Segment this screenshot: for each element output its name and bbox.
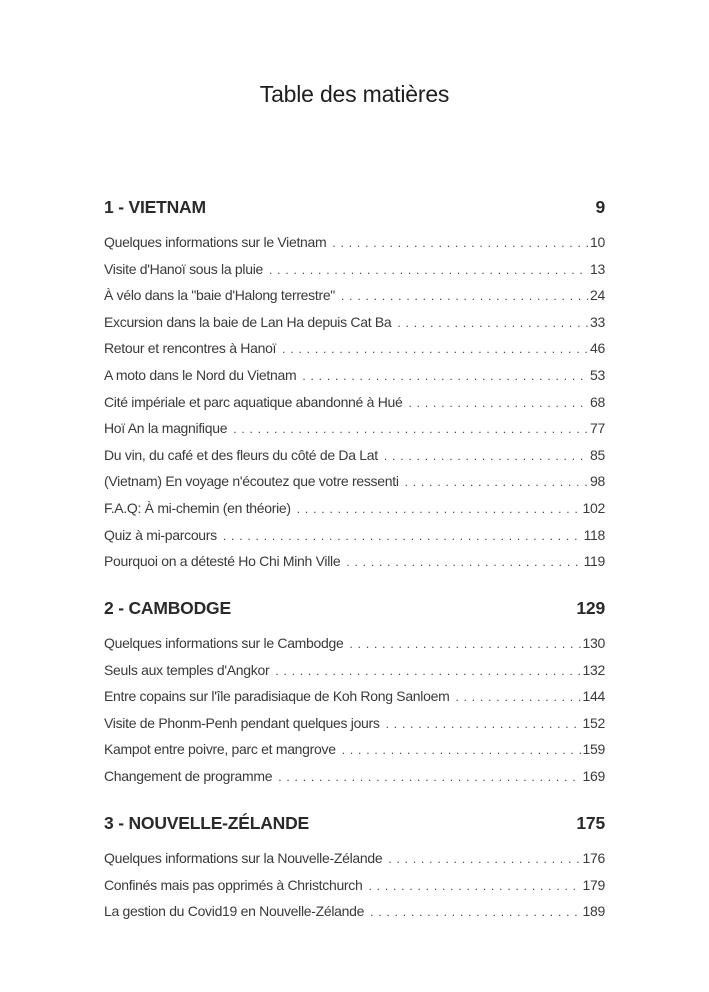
- dot-leader: [368, 873, 580, 899]
- toc-entry[interactable]: [104, 389, 605, 416]
- toc-entry-page: 179: [582, 876, 605, 893]
- toc-entry-title: Seuls aux temples d'Angkor: [104, 661, 270, 678]
- page-title: Table des matières: [259, 81, 450, 107]
- section-page-number: 129: [576, 598, 605, 618]
- toc-entry[interactable]: [104, 736, 605, 763]
- toc-entry[interactable]: [104, 495, 605, 522]
- toc-entry-title: F.A.Q: À mi-chemin (en théorie): [104, 499, 291, 516]
- dot-leader: [233, 416, 588, 442]
- toc-entry[interactable]: [104, 229, 605, 256]
- toc-entry[interactable]: [104, 309, 605, 336]
- toc-entry[interactable]: [104, 898, 605, 925]
- toc-entry[interactable]: [104, 415, 605, 442]
- toc-entry-title: Quiz à mi-parcours: [104, 526, 217, 543]
- dot-leader: [341, 283, 588, 309]
- section-heading[interactable]: [104, 195, 605, 219]
- toc-entry-page: 169: [582, 767, 605, 784]
- toc-entry-page: 159: [582, 741, 605, 758]
- toc-entry-page: 77: [590, 420, 605, 437]
- toc-entry-title: Quelques informations sur la Nouvelle-Zélande: [104, 850, 383, 866]
- toc-entry-page: 13: [590, 260, 605, 277]
- section-page-number: 9: [595, 197, 605, 217]
- dot-leader: [388, 846, 580, 872]
- toc-entry-page: 24: [590, 287, 605, 304]
- toc-entry-page: 33: [590, 313, 605, 330]
- toc-entry-page: 10: [590, 234, 605, 250]
- toc-entry-title: Pourquoi on a détesté Ho Chi Minh Ville: [104, 553, 341, 570]
- dot-leader: [275, 658, 580, 684]
- toc-entry-page: 189: [582, 903, 605, 920]
- toc-entry[interactable]: [104, 522, 605, 549]
- toc-entry-page: 152: [582, 714, 605, 731]
- toc-entry[interactable]: [104, 256, 605, 283]
- toc-entry-title: Entre copains sur l'île paradisiaque de Koh Rong Sanloem: [104, 688, 450, 705]
- toc-entry-title: À vélo dans la "baie d'Halong terrestre": [104, 287, 335, 304]
- toc-entry[interactable]: [104, 872, 605, 899]
- dot-leader: [386, 711, 581, 737]
- toc-entry[interactable]: [104, 548, 605, 575]
- toc-entry[interactable]: [104, 683, 605, 710]
- toc-section-cambodge: [104, 596, 605, 790]
- toc-entry-title: Du vin, du café et des fleurs du côté de Da Lat: [104, 446, 378, 463]
- dot-leader: [297, 496, 581, 522]
- toc-entry-title: Excursion dans la baie de Lan Ha depuis Cat Ba: [104, 313, 392, 330]
- toc-entry-title: (Vietnam) En voyage n'écoutez que votre ressenti: [104, 473, 399, 490]
- dot-leader: [455, 684, 580, 710]
- toc-entry-title: Retour et rencontres à Hanoï: [104, 340, 277, 357]
- toc-entry-title: Kampot entre poivre, parc et mangrove: [104, 741, 336, 758]
- dot-leader: [342, 737, 581, 763]
- toc-entry[interactable]: [104, 710, 605, 737]
- toc-entry[interactable]: [104, 657, 605, 684]
- toc-entry-page: 176: [582, 850, 605, 866]
- toc-entry[interactable]: [104, 845, 605, 872]
- dot-leader: [223, 523, 582, 549]
- toc-entry-title: Cité impériale et parc aquatique abandonné à Hué: [104, 393, 403, 410]
- toc-entry[interactable]: [104, 282, 605, 309]
- toc-entry-page: 53: [590, 366, 605, 383]
- toc-entry-page: 102: [582, 499, 605, 516]
- toc-entry-page: 85: [590, 446, 605, 463]
- toc-section-nouvelle-zelande: [104, 811, 605, 925]
- toc-entry-page: 46: [590, 340, 605, 357]
- dot-leader: [302, 363, 588, 389]
- toc-entry[interactable]: [104, 630, 605, 657]
- toc-entry-page: 98: [590, 473, 605, 490]
- toc-entry-title: Quelques informations sur le Cambodge: [104, 635, 344, 651]
- dot-leader: [384, 443, 588, 469]
- dot-leader: [405, 469, 588, 495]
- section-heading[interactable]: [104, 596, 605, 620]
- toc-entry[interactable]: [104, 362, 605, 389]
- toc-entry-page: 119: [583, 553, 605, 570]
- toc-entry-page: 130: [582, 635, 605, 651]
- toc-entry-title: Visite d'Hanoï sous la pluie: [104, 260, 264, 277]
- dot-leader: [282, 336, 588, 362]
- dot-leader: [408, 390, 588, 416]
- toc-entry-title: Hoï An la magnifique: [104, 420, 228, 437]
- section-heading-label: 1 - VIETNAM: [104, 197, 206, 217]
- section-heading-label: 2 - CAMBODGE: [104, 598, 231, 618]
- section-page-number: 175: [576, 813, 605, 833]
- toc-entry-page: 68: [590, 393, 605, 410]
- toc-entry[interactable]: [104, 763, 605, 790]
- section-heading-label: 3 - NOUVELLE-ZÉLANDE: [104, 813, 310, 833]
- toc-entry-title: A moto dans le Nord du Vietnam: [104, 366, 297, 383]
- toc-entry-page: 144: [582, 688, 605, 705]
- toc-entry-page: 118: [583, 526, 605, 543]
- dot-leader: [269, 257, 588, 283]
- dot-leader: [278, 764, 580, 790]
- dot-leader: [397, 310, 588, 336]
- toc-entry-title: Confinés mais pas opprimés à Christchurch: [104, 876, 363, 893]
- dot-leader: [370, 899, 580, 925]
- dot-leader: [332, 230, 588, 256]
- toc-entry-title: Visite de Phonm-Penh pendant quelques jours: [104, 714, 380, 731]
- toc-entry-title: Quelques informations sur le Vietnam: [104, 234, 327, 250]
- toc-section-vietnam: [104, 195, 605, 575]
- toc-entry[interactable]: [104, 468, 605, 495]
- toc-entry-title: Changement de programme: [104, 767, 273, 784]
- section-heading[interactable]: [104, 811, 605, 835]
- toc-entry-page: 132: [582, 661, 605, 678]
- toc-entry[interactable]: [104, 335, 605, 362]
- dot-leader: [349, 631, 580, 657]
- dot-leader: [346, 549, 581, 575]
- toc-entry[interactable]: [104, 442, 605, 469]
- toc-entry-title: La gestion du Covid19 en Nouvelle-Zélande: [104, 903, 365, 920]
